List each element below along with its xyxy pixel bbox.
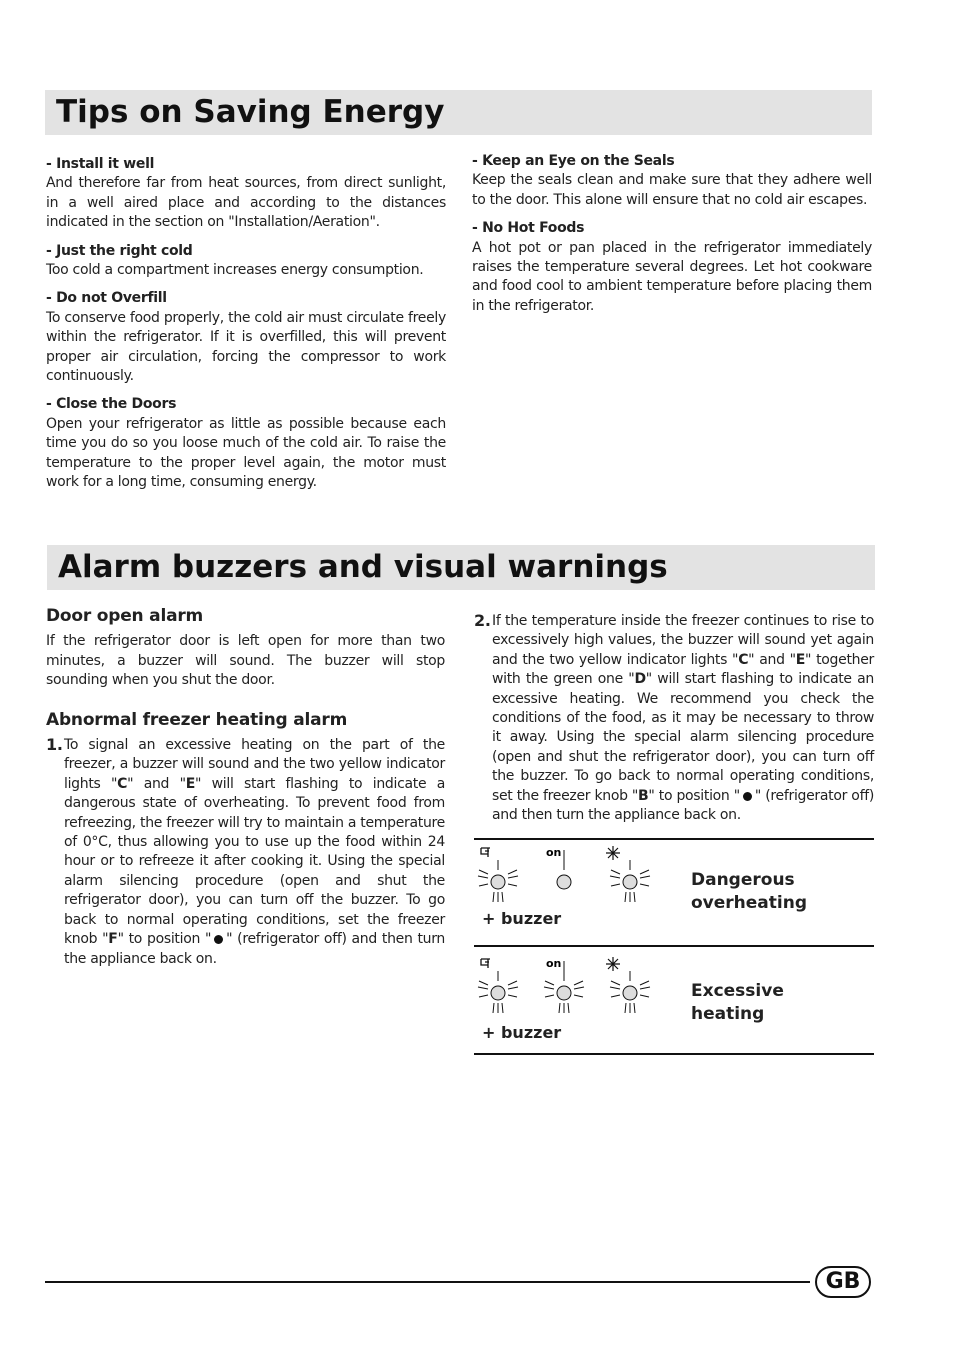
language-badge: GB	[815, 1266, 871, 1298]
tip-text: Too cold a compartment increases energy consumption.	[46, 262, 424, 279]
tip-text: To conserve food properly, the cold air must circulate freely within the refrigerator. If it is overfilled, this will prevent proper air circulation, forcing the compressor to work continuously.	[46, 309, 446, 385]
flashing-light-e-icon	[610, 971, 650, 1013]
tip-text: A hot pot or pan placed in the refrigerator immediately raises the temperature several degrees. Let hot cookware and food cool to ambient temperature before placing them in the refrigerator.	[472, 239, 872, 314]
indicator-c: C	[738, 651, 749, 668]
tip-heading: - No Hot Foods	[472, 220, 585, 237]
buzzer-label: + buzzer	[482, 1023, 562, 1042]
warning-label: Dangerous overheating	[691, 870, 808, 913]
tip-text: And therefore far from heat sources, from direct sunlight, in a well aired place and according to the distances indicated in the section on "Installation/Aeration".	[46, 175, 446, 231]
fridge-icon	[481, 848, 490, 857]
tip-heading: - Close the Doors	[46, 396, 177, 413]
flashing-light-c-icon	[478, 971, 518, 1013]
tip-heading: - Keep an Eye on the Seals	[472, 153, 675, 169]
warning-label: Excessive heating	[691, 981, 784, 1024]
step-1	[46, 736, 445, 969]
freezer-alarm-heading: Abnormal freezer heating alarm	[46, 709, 348, 730]
tip-heading: - Do not Overfill	[46, 290, 167, 307]
knob-b: B	[638, 787, 649, 804]
step-1-number: 1.	[46, 735, 63, 755]
tip-right-cold	[46, 242, 446, 281]
freezer-snowflake-icon	[606, 846, 620, 860]
indicator-row-dangerous	[474, 838, 874, 945]
indicator-d: D	[634, 671, 646, 688]
tip-install	[46, 155, 446, 233]
indicator-e: E	[185, 775, 196, 792]
flashing-light-e-icon	[610, 860, 650, 902]
alarm-right-column	[474, 612, 874, 825]
off-position-dot-icon	[743, 792, 752, 801]
indicator-e: E	[795, 651, 806, 668]
step-2-number: 2.	[474, 611, 491, 630]
tips-left-column	[46, 155, 446, 502]
footer-rule	[45, 1281, 810, 1283]
tip-heading: - Install it well	[46, 156, 155, 172]
tip-close-doors	[46, 395, 446, 492]
indicator-c: C	[117, 775, 128, 792]
door-alarm-text: If the refrigerator door is left open for more than two minutes, a buzzer will sound. The buzzer will stop sounding when you shut the door.	[46, 633, 445, 689]
off-position-dot-icon	[214, 935, 223, 944]
step-2-text: If the temperature inside the freezer continues to rise to excessively high values, the buzzer will sound yet again and the two yellow indicator lights "C" and "E" together with the green one "D" will start flashing to indicate an excessive heating. We recommend you check the conditions of the food, as it may be necessary to throw it away. Using the special alarm silencing procedure (open and shut the refrigerator door), you can turn off the buzzer. To go back to normal operating conditions, set the freezer knob "B" to position " " (refrigerator off) and then turn the appliance back on.	[492, 613, 875, 824]
tip-text: Keep the seals clean and make sure that they adhere well to the door. This alone will ensure that no cold air escapes.	[472, 172, 872, 208]
buzzer-label: + buzzer	[482, 909, 562, 928]
on-label: on	[546, 846, 562, 859]
on-label: on	[546, 957, 562, 970]
step-1-text: To signal an excessive heating on the part of the freezer, a buzzer will sound and the two yellow indicator lights "C" and "E" will start flashing to indicate a dangerous state of overheating. To prevent food from refreezing, the freezer will try to maintain a temperature of 0°C, thus allowing you to use up the food within 24 hour or to refreeze it after cooking it. Using the special alarm silencing procedure (open and shut the refrigerator door), you can turn off the buzzer. To go back to normal operating conditions, set the freezer knob "F" to position " " (refrigerator off) and then turn the appliance back on.	[64, 737, 445, 967]
tips-title-banner	[45, 90, 872, 135]
alarm-left-column	[46, 607, 445, 969]
knob-f: F	[108, 931, 118, 948]
freezer-snowflake-icon	[606, 957, 620, 971]
alarm-title: Alarm buzzers and visual warnings	[58, 549, 668, 585]
tip-text: Open your refrigerator as little as possible because each time you do so you loose much of the cold air. To raise the temperature to the proper level again, the motor must work for a long time, consuming energy.	[46, 415, 446, 491]
tip-seals	[472, 152, 872, 210]
indicator-lights-diagram	[474, 840, 684, 945]
tip-heading: - Just the right cold	[46, 242, 193, 259]
fridge-icon	[481, 959, 490, 968]
tip-hot-foods	[472, 219, 872, 316]
indicator-table	[474, 838, 874, 1055]
tips-right-column	[472, 152, 872, 325]
indicator-row-excessive	[474, 945, 874, 1055]
tip-overfill	[46, 289, 446, 386]
step-2	[474, 612, 874, 825]
flashing-light-c-icon	[478, 860, 518, 902]
door-alarm-heading: Door open alarm	[46, 606, 204, 626]
alarm-title-banner	[47, 545, 875, 590]
tips-title: Tips on Saving Energy	[56, 94, 445, 130]
